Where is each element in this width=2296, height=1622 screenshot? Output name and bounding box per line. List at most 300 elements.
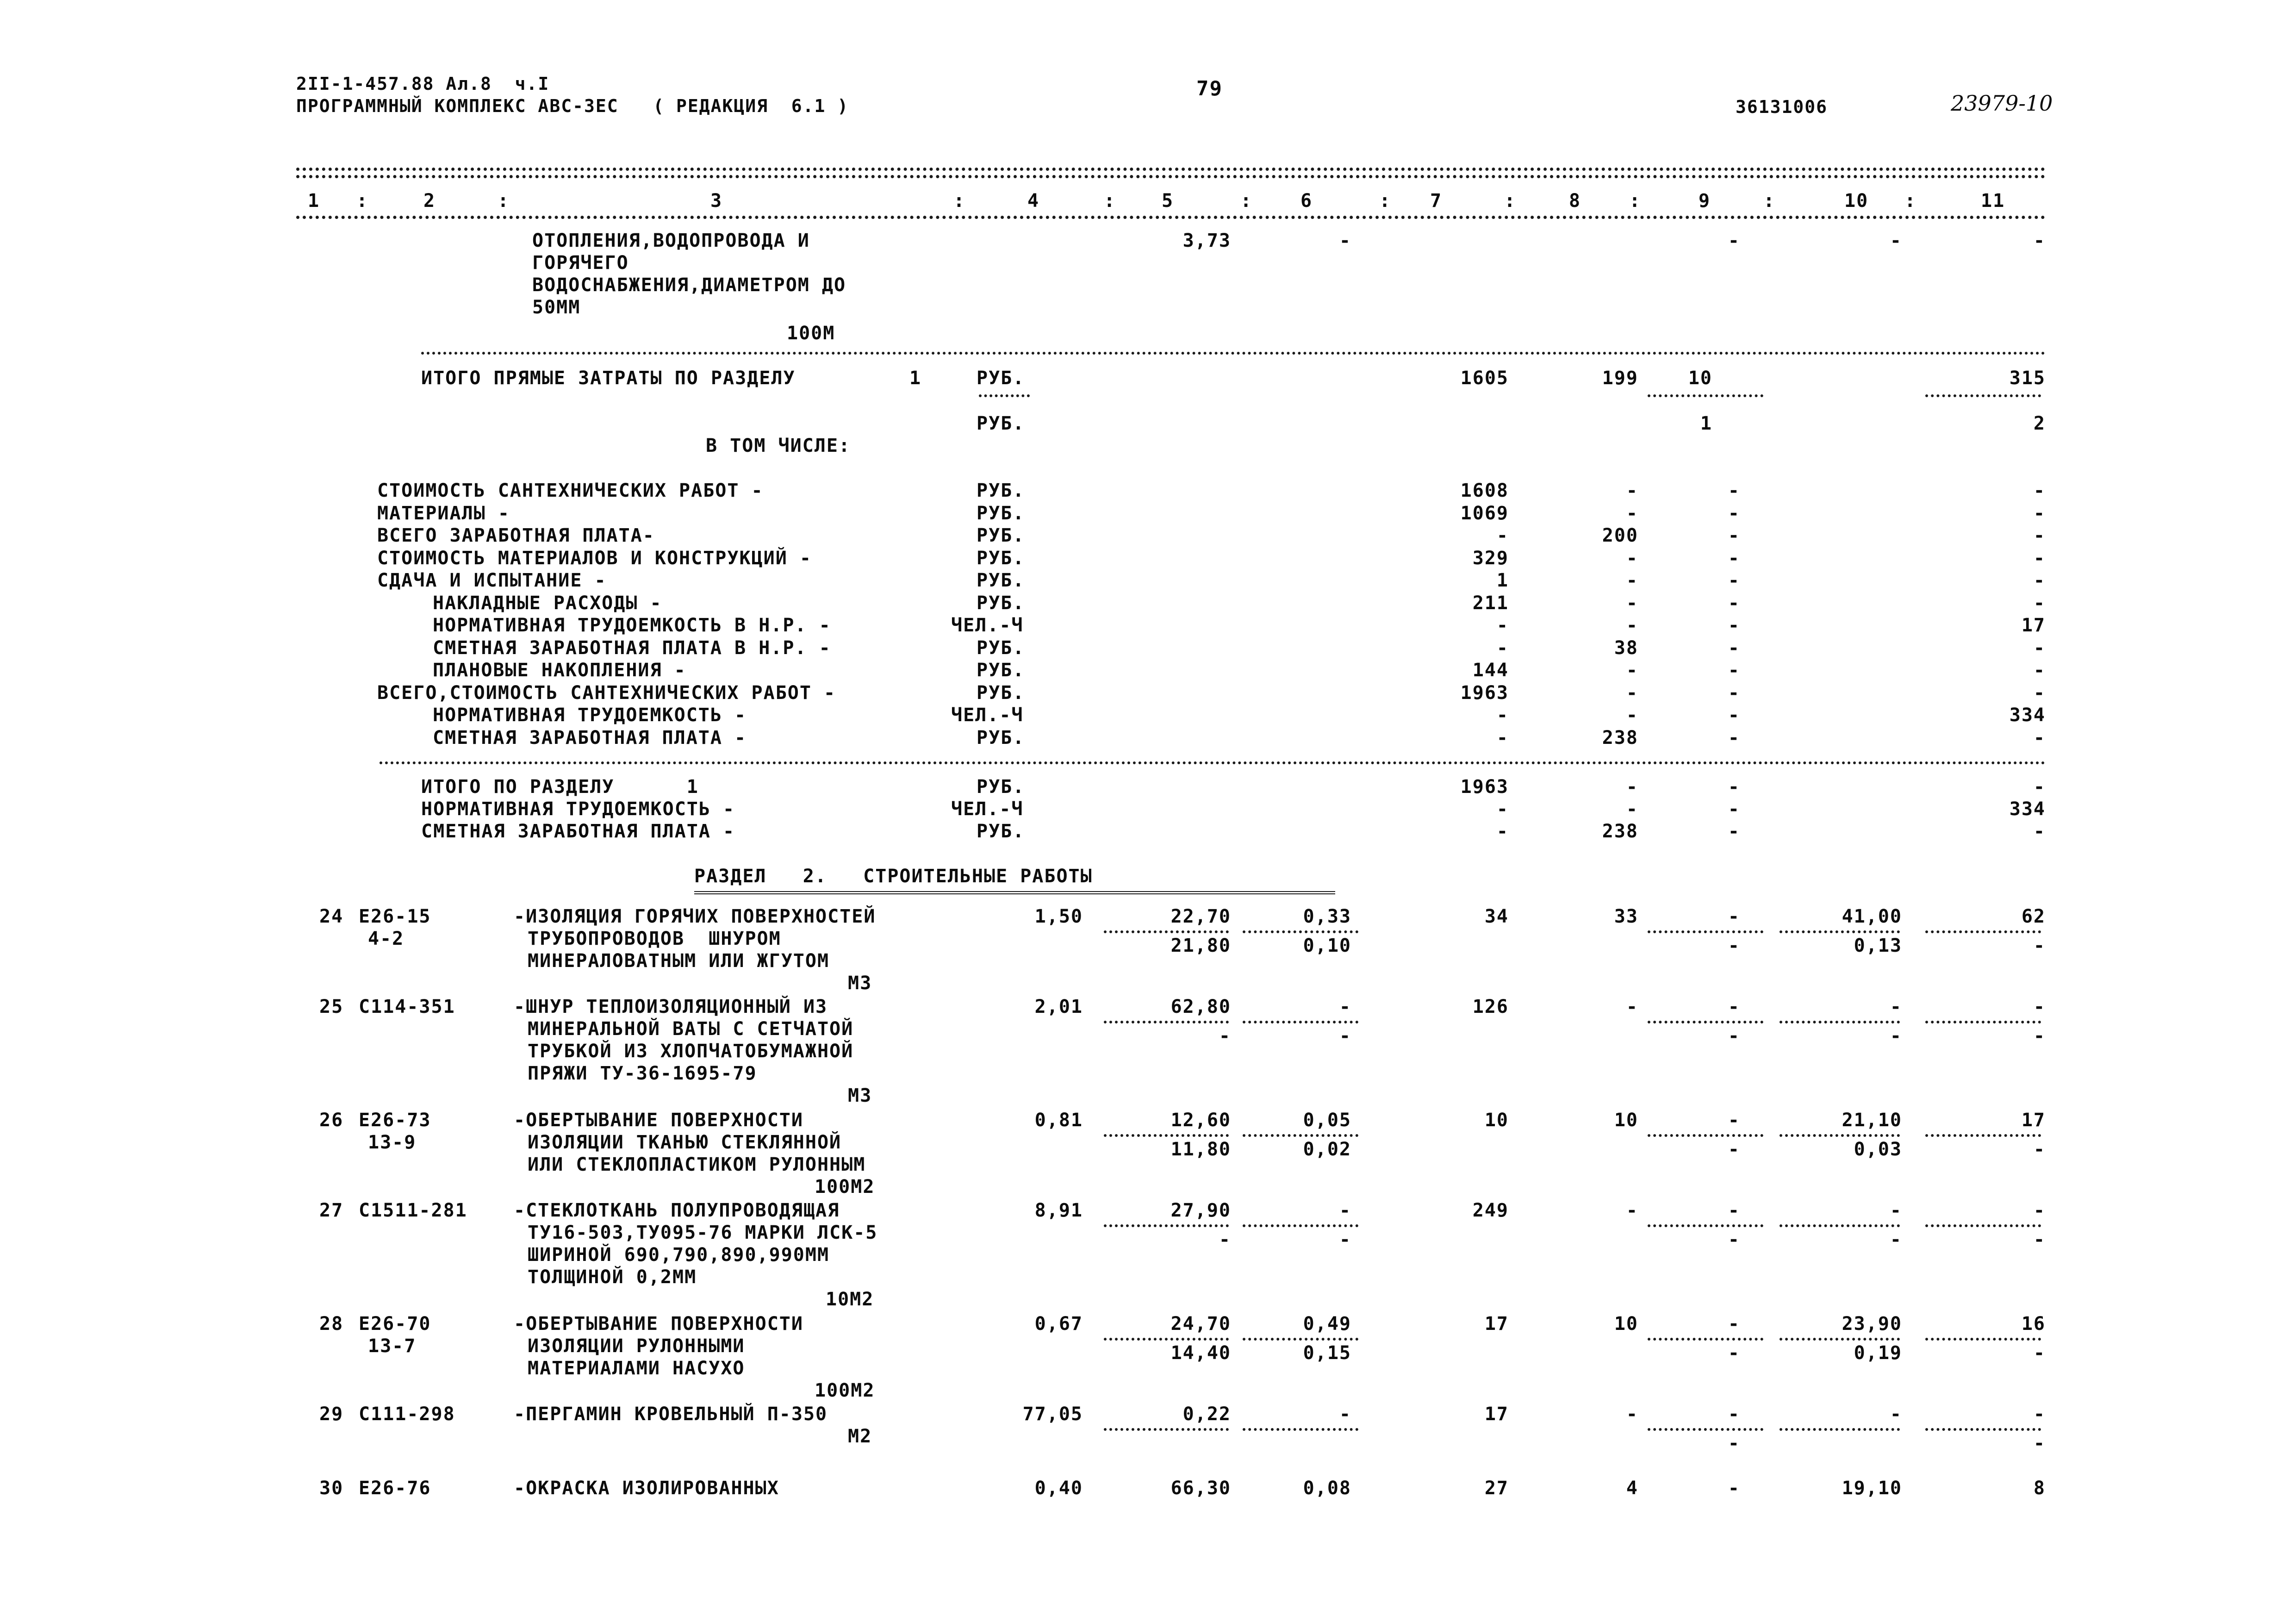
cell-c5-second: - xyxy=(1219,1229,1231,1250)
cell-c6-second: 0,15 xyxy=(1303,1342,1351,1364)
cell-col9: 1 xyxy=(1700,413,1712,434)
section-total-unit: РУБ. xyxy=(977,776,1025,798)
page-number: 79 xyxy=(1196,77,1223,100)
cell-col9: - xyxy=(1728,525,1740,546)
totals-unit: РУБ. xyxy=(977,368,1025,389)
item-number: 26 xyxy=(319,1110,344,1131)
cell-col8: - xyxy=(1626,776,1638,798)
cell-col9: - xyxy=(1728,821,1740,842)
cell-col9: - xyxy=(1728,592,1740,614)
cell-col8: - xyxy=(1626,799,1638,820)
cell-c10-second: 0,03 xyxy=(1854,1139,1902,1160)
totals-unit-2: РУБ. xyxy=(977,413,1025,434)
breakdown-label: СМЕТНАЯ ЗАРАБОТНАЯ ПЛАТА - xyxy=(433,727,747,749)
cell-c10: 21,10 xyxy=(1842,1110,1902,1131)
item-description-line: ИЛИ СТЕКЛОПЛАСТИКОМ РУЛОННЫМ xyxy=(528,1154,866,1175)
item-description-line: ВОДОСНАБЖЕНИЯ,ДИАМЕТРОМ ДО xyxy=(532,274,846,296)
cell-col8: - xyxy=(1626,682,1638,704)
doc-number: 36131006 xyxy=(1736,97,1828,117)
cell-col11: - xyxy=(2033,727,2046,749)
cell-col9: - xyxy=(1728,727,1740,749)
cell-col7: 1605 xyxy=(1460,368,1509,389)
cell-col7: 211 xyxy=(1472,592,1509,614)
cell-c10: 41,00 xyxy=(1842,906,1902,927)
item-description-line: -ОБЕРТЫВАНИЕ ПОВЕРХНОСТИ xyxy=(514,1110,803,1131)
item-code-2: 13-9 xyxy=(368,1132,417,1153)
cell-col7: - xyxy=(1496,799,1509,820)
column-separator: : xyxy=(1104,190,1116,212)
cell-c9-second: - xyxy=(1728,1342,1740,1364)
cell-c4: 77,05 xyxy=(1022,1404,1083,1425)
item-code: С1511-281 xyxy=(359,1200,467,1221)
col11-underline xyxy=(1925,394,2041,397)
doc-code: 2II-1-457.88 Ал.8 ч.I xyxy=(296,74,550,94)
cell-c10: - xyxy=(1890,1200,1902,1221)
value-underline xyxy=(1780,1021,1900,1023)
unit-underline xyxy=(979,394,1030,397)
value-underline xyxy=(1243,930,1358,933)
item-description-line: -ОКРАСКА ИЗОЛИРОВАННЫХ xyxy=(514,1478,779,1499)
cell-col9: - xyxy=(1728,615,1740,636)
breakdown-unit: РУБ. xyxy=(977,547,1025,569)
cell-col8: - xyxy=(1626,547,1638,569)
cell-col11: - xyxy=(2033,821,2046,842)
cell-c9: - xyxy=(1728,1404,1740,1425)
value-underline xyxy=(1104,1338,1229,1341)
cell-c7: 27 xyxy=(1484,1478,1509,1499)
cell-col9: - xyxy=(1728,705,1740,726)
item-number: 25 xyxy=(319,996,344,1017)
column-number: 11 xyxy=(1981,190,2005,212)
cell-c10: - xyxy=(1890,1404,1902,1425)
cell-c4: 1,50 xyxy=(1034,906,1083,927)
cell-col8: 238 xyxy=(1602,821,1638,842)
cell-c9-second: - xyxy=(1728,935,1740,956)
breakdown-unit: РУБ. xyxy=(977,570,1025,591)
cell-c6-second: 0,02 xyxy=(1303,1139,1351,1160)
cell-col11: - xyxy=(2033,525,2046,546)
cell-col8: - xyxy=(1626,570,1638,591)
cell-col11: 17 xyxy=(2021,615,2046,636)
column-number: 2 xyxy=(423,190,436,212)
cell-col11: - xyxy=(2033,660,2046,681)
cell-col6: - xyxy=(1339,230,1351,251)
cell-c5-second: - xyxy=(1219,1025,1231,1047)
item-description-line: МИНЕРАЛЬНОЙ ВАТЫ С СЕТЧАТОЙ xyxy=(528,1018,854,1040)
value-underline xyxy=(1925,1021,2041,1023)
cell-c11-second: - xyxy=(2033,1025,2046,1047)
breakdown-rule xyxy=(380,761,2046,764)
cell-col11: 2 xyxy=(2033,413,2046,434)
cell-col8: - xyxy=(1626,660,1638,681)
cell-col7: 144 xyxy=(1472,660,1509,681)
item-description-line: ТОЛЩИНОЙ 0,2ММ xyxy=(528,1266,697,1288)
column-separator: : xyxy=(356,190,369,212)
breakdown-label: НОРМАТИВНАЯ ТРУДОЕМКОСТЬ - xyxy=(433,705,747,726)
column-number: 4 xyxy=(1027,190,1040,212)
value-underline xyxy=(1243,1338,1358,1341)
cell-c6-second: - xyxy=(1339,1025,1351,1047)
cell-col8: 200 xyxy=(1602,525,1638,546)
cell-c8: 33 xyxy=(1614,906,1638,927)
top-rule xyxy=(296,168,2046,171)
item-description-line: -ПЕРГАМИН КРОВЕЛЬНЫЙ П-350 xyxy=(514,1404,828,1425)
cell-c8: 10 xyxy=(1614,1313,1638,1335)
column-number: 7 xyxy=(1430,190,1443,212)
cell-col11: - xyxy=(2033,776,2046,798)
cell-c9-second: - xyxy=(1728,1025,1740,1047)
item-description-line: ТУ16-503,ТУ095-76 МАРКИ ЛСК-5 xyxy=(528,1222,878,1243)
column-separator: : xyxy=(498,190,510,212)
value-underline xyxy=(1780,1338,1900,1341)
cell-c4: 8,91 xyxy=(1034,1200,1083,1221)
cell-c10: 19,10 xyxy=(1842,1478,1902,1499)
value-underline xyxy=(1104,1021,1229,1023)
item-unit: М3 xyxy=(848,973,872,994)
cell-col7: 1963 xyxy=(1460,776,1509,798)
item-number: 30 xyxy=(319,1478,344,1499)
cell-col7: - xyxy=(1496,637,1509,659)
breakdown-unit: РУБ. xyxy=(977,682,1025,704)
value-underline xyxy=(1243,1021,1358,1023)
cell-c11: - xyxy=(2033,996,2046,1017)
item-description-line: ШИРИНОЙ 690,790,890,990ММ xyxy=(528,1244,830,1266)
totals-label: ИТОГО ПРЯМЫЕ ЗАТРАТЫ ПО РАЗДЕЛУ xyxy=(421,368,796,389)
cell-col11: - xyxy=(2033,547,2046,569)
value-underline xyxy=(1925,1224,2041,1227)
cell-c6-second: - xyxy=(1339,1229,1351,1250)
cell-c8: - xyxy=(1626,1200,1638,1221)
cell-col8: - xyxy=(1626,592,1638,614)
column-number: 10 xyxy=(1844,190,1869,212)
breakdown-label: СМЕТНАЯ ЗАРАБОТНАЯ ПЛАТА В Н.Р. - xyxy=(433,637,831,659)
value-underline xyxy=(1925,1338,2041,1341)
breakdown-label: ВСЕГО,СТОИМОСТЬ САНТЕХНИЧЕСКИХ РАБОТ - xyxy=(377,682,836,704)
cell-c7: 34 xyxy=(1484,906,1509,927)
value-underline xyxy=(1104,1224,1229,1227)
column-number: 1 xyxy=(308,190,320,212)
cell-col9: - xyxy=(1728,230,1740,251)
value-underline xyxy=(1780,1428,1900,1431)
cell-col10: - xyxy=(1890,230,1902,251)
cell-c4: 2,01 xyxy=(1034,996,1083,1017)
cell-col11: - xyxy=(2033,502,2046,524)
cell-col7: 329 xyxy=(1472,547,1509,569)
cell-c6: 0,08 xyxy=(1303,1478,1351,1499)
cell-col11: - xyxy=(2033,230,2046,251)
top-rule-2 xyxy=(296,175,2046,178)
value-underline xyxy=(1925,930,2041,933)
value-underline xyxy=(1104,1134,1229,1137)
value-underline xyxy=(1780,1134,1900,1137)
cell-c5: 27,90 xyxy=(1170,1200,1231,1221)
breakdown-unit: ЧЕЛ.-Ч xyxy=(951,705,1024,726)
item-description-line: ПРЯЖИ ТУ-36-1695-79 xyxy=(528,1063,757,1084)
column-number: 3 xyxy=(710,190,723,212)
cell-col8: 238 xyxy=(1602,727,1638,749)
section-2-underline xyxy=(694,891,1335,897)
breakdown-label: СДАЧА И ИСПЫТАНИЕ - xyxy=(377,570,607,591)
item-number: 24 xyxy=(319,906,344,927)
cell-col8: - xyxy=(1626,502,1638,524)
cell-c7: 17 xyxy=(1484,1404,1509,1425)
value-underline xyxy=(1243,1428,1358,1431)
item-code-2: 13-7 xyxy=(368,1335,417,1357)
cell-c5: 24,70 xyxy=(1170,1313,1231,1335)
cell-c10: - xyxy=(1890,996,1902,1017)
column-separator: : xyxy=(1629,190,1642,212)
cell-col11: - xyxy=(2033,637,2046,659)
breakdown-unit: РУБ. xyxy=(977,525,1025,546)
cell-c9-second: - xyxy=(1728,1139,1740,1160)
item-description-line: МИНЕРАЛОВАТНЫМ ИЛИ ЖГУТОМ xyxy=(528,950,830,972)
cell-c10-second: 0,13 xyxy=(1854,935,1902,956)
column-separator: : xyxy=(953,190,966,212)
value-underline xyxy=(1104,1428,1229,1431)
cell-c8: 10 xyxy=(1614,1110,1638,1131)
value-underline xyxy=(1648,930,1763,933)
cell-c11-second: - xyxy=(2033,935,2046,956)
value-underline xyxy=(1648,1224,1763,1227)
column-number: 9 xyxy=(1699,190,1711,212)
cell-col9: - xyxy=(1728,502,1740,524)
breakdown-unit: РУБ. xyxy=(977,502,1025,524)
cell-col9: - xyxy=(1728,570,1740,591)
cell-c11-second: - xyxy=(2033,1342,2046,1364)
item-number: 27 xyxy=(319,1200,344,1221)
cell-c5-second: 11,80 xyxy=(1170,1139,1231,1160)
cell-c8: - xyxy=(1626,1404,1638,1425)
cell-c7: 17 xyxy=(1484,1313,1509,1335)
cell-c9: - xyxy=(1728,1110,1740,1131)
cell-col8: - xyxy=(1626,615,1638,636)
cell-c10-second: - xyxy=(1890,1025,1902,1047)
cell-col9: - xyxy=(1728,776,1740,798)
cell-c5: 66,30 xyxy=(1170,1478,1231,1499)
breakdown-label: СТОИМОСТЬ САНТЕХНИЧЕСКИХ РАБОТ - xyxy=(377,480,764,501)
cell-c7: 10 xyxy=(1484,1110,1509,1131)
cell-c5-second: 21,80 xyxy=(1170,935,1231,956)
including-label: В ТОМ ЧИСЛЕ: xyxy=(706,435,851,456)
cell-c11: - xyxy=(2033,1200,2046,1221)
cell-col7: - xyxy=(1496,705,1509,726)
value-underline xyxy=(1925,1134,2041,1137)
cell-col7: - xyxy=(1496,615,1509,636)
item-description-line: ГОРЯЧЕГО xyxy=(532,252,629,274)
totals-rule xyxy=(421,352,2046,355)
cell-c9-second: - xyxy=(1728,1433,1740,1454)
breakdown-unit: РУБ. xyxy=(977,660,1025,681)
breakdown-unit: РУБ. xyxy=(977,480,1025,501)
breakdown-label: ПЛАНОВЫЕ НАКОПЛЕНИЯ - xyxy=(433,660,686,681)
cell-c11: - xyxy=(2033,1404,2046,1425)
cell-c11-second: - xyxy=(2033,1229,2046,1250)
breakdown-label: СТОИМОСТЬ МАТЕРИАЛОВ И КОНСТРУКЦИЙ - xyxy=(377,547,812,569)
item-description-line: -ШНУР ТЕПЛОИЗОЛЯЦИОННЫЙ ИЗ xyxy=(514,996,828,1017)
value-underline xyxy=(1243,1224,1358,1227)
cell-col7: 1069 xyxy=(1460,502,1509,524)
header-bottom-rule xyxy=(296,216,2046,219)
item-code: Е26-76 xyxy=(359,1478,431,1499)
cell-col7: 1963 xyxy=(1460,682,1509,704)
item-description-line: -ОБЕРТЫВАНИЕ ПОВЕРХНОСТИ xyxy=(514,1313,803,1335)
cell-col11: 334 xyxy=(2009,705,2046,726)
cell-c11: 16 xyxy=(2021,1313,2046,1335)
item-description-line: ИЗОЛЯЦИИ РУЛОННЫМИ xyxy=(528,1335,745,1357)
value-underline xyxy=(1104,930,1229,933)
breakdown-label: НАКЛАДНЫЕ РАСХОДЫ - xyxy=(433,592,662,614)
cell-col8: 38 xyxy=(1614,637,1638,659)
cell-col8: 199 xyxy=(1602,368,1638,389)
item-description-line: -СТЕКЛОТКАНЬ ПОЛУПРОВОДЯЩАЯ xyxy=(514,1200,840,1221)
item-code: Е26-73 xyxy=(359,1110,431,1131)
cell-col9: - xyxy=(1728,682,1740,704)
cell-c9: - xyxy=(1728,906,1740,927)
cell-c4: 0,81 xyxy=(1034,1110,1083,1131)
value-underline xyxy=(1648,1134,1763,1137)
cell-c9: - xyxy=(1728,996,1740,1017)
breakdown-unit: ЧЕЛ.-Ч xyxy=(951,615,1024,636)
cell-col7: - xyxy=(1496,821,1509,842)
cell-col11: - xyxy=(2033,682,2046,704)
cell-c6: - xyxy=(1339,1200,1351,1221)
cell-col7: - xyxy=(1496,727,1509,749)
column-number: 5 xyxy=(1162,190,1174,212)
item-unit: 100М2 xyxy=(815,1176,875,1198)
value-underline xyxy=(1648,1428,1763,1431)
cell-c5: 22,70 xyxy=(1170,906,1231,927)
cell-c11-second: - xyxy=(2033,1433,2046,1454)
value-underline xyxy=(1925,1428,2041,1431)
section-total-unit: ЧЕЛ.-Ч xyxy=(951,799,1024,820)
item-number: 29 xyxy=(319,1404,344,1425)
cell-c9: - xyxy=(1728,1478,1740,1499)
cell-c4: 0,67 xyxy=(1034,1313,1083,1335)
cell-c9-second: - xyxy=(1728,1229,1740,1250)
cell-c6: - xyxy=(1339,1404,1351,1425)
column-separator: : xyxy=(1904,190,1917,212)
cell-col11: 315 xyxy=(2009,368,2046,389)
value-underline xyxy=(1648,1338,1763,1341)
cell-c8: - xyxy=(1626,996,1638,1017)
column-number: 6 xyxy=(1300,190,1313,212)
cell-col9: - xyxy=(1728,480,1740,501)
cell-c5-second: 14,40 xyxy=(1170,1342,1231,1364)
cell-c5: 62,80 xyxy=(1170,996,1231,1017)
cell-c11-second: - xyxy=(2033,1139,2046,1160)
value-underline xyxy=(1243,1134,1358,1137)
cell-col11: - xyxy=(2033,480,2046,501)
totals-section: 1 xyxy=(909,368,922,389)
cell-col7: - xyxy=(1496,525,1509,546)
section-total-unit: РУБ. xyxy=(977,821,1025,842)
column-number: 8 xyxy=(1569,190,1581,212)
cell-c11: 17 xyxy=(2021,1110,2046,1131)
program-title: ПРОГРАММНЫЙ КОМПЛЕКС АВС-3ЕС ( РЕДАКЦИЯ 6.1 ) xyxy=(296,96,849,116)
value-underline xyxy=(1780,1224,1900,1227)
cell-c9: - xyxy=(1728,1200,1740,1221)
cell-c8: 4 xyxy=(1626,1478,1638,1499)
cell-col9: - xyxy=(1728,799,1740,820)
column-separator: : xyxy=(1504,190,1517,212)
item-description-line: МАТЕРИАЛАМИ НАСУХО xyxy=(528,1358,745,1379)
column-separator: : xyxy=(1379,190,1392,212)
cell-col9: - xyxy=(1728,660,1740,681)
cell-c7: 126 xyxy=(1472,996,1509,1017)
cell-c11: 62 xyxy=(2021,906,2046,927)
cell-col5: 3,73 xyxy=(1182,230,1231,251)
item-code: Е26-15 xyxy=(359,906,431,927)
cell-col9: - xyxy=(1728,637,1740,659)
column-separator: : xyxy=(1240,190,1253,212)
breakdown-unit: РУБ. xyxy=(977,727,1025,749)
item-code: С111-298 xyxy=(359,1404,455,1425)
item-code: Е26-70 xyxy=(359,1313,431,1335)
item-unit: 100М xyxy=(787,323,835,344)
cell-col11: - xyxy=(2033,592,2046,614)
cell-col7: 1 xyxy=(1496,570,1509,591)
cell-c10: 23,90 xyxy=(1842,1313,1902,1335)
item-description-line: -ИЗОЛЯЦИЯ ГОРЯЧИХ ПОВЕРХНОСТЕЙ xyxy=(514,906,876,927)
cell-c6: 0,49 xyxy=(1303,1313,1351,1335)
breakdown-label: ВСЕГО ЗАРАБОТНАЯ ПЛАТА- xyxy=(377,525,655,546)
section-total-label: НОРМАТИВНАЯ ТРУДОЕМКОСТЬ - xyxy=(421,799,735,820)
item-unit: 10М2 xyxy=(826,1289,874,1310)
item-description-line: 50ММ xyxy=(532,297,581,318)
cell-col8: - xyxy=(1626,705,1638,726)
section-total-label: СМЕТНАЯ ЗАРАБОТНАЯ ПЛАТА - xyxy=(421,821,735,842)
cell-c6-second: 0,10 xyxy=(1303,935,1351,956)
cell-c11: 8 xyxy=(2033,1478,2046,1499)
item-number: 28 xyxy=(319,1313,344,1335)
breakdown-unit: РУБ. xyxy=(977,637,1025,659)
cell-c10-second: - xyxy=(1890,1229,1902,1250)
cell-c9: - xyxy=(1728,1313,1740,1335)
item-unit: М3 xyxy=(848,1085,872,1106)
cell-col11: - xyxy=(2033,570,2046,591)
item-description-line: ТРУБКОЙ ИЗ ХЛОПЧАТОБУМАЖНОЙ xyxy=(528,1041,854,1062)
cell-col9: 10 xyxy=(1688,368,1712,389)
col9-underline xyxy=(1648,394,1763,397)
breakdown-unit: РУБ. xyxy=(977,592,1025,614)
cell-c5: 0,22 xyxy=(1182,1404,1231,1425)
item-description-line: ИЗОЛЯЦИИ ТКАНЬЮ СТЕКЛЯННОЙ xyxy=(528,1132,842,1153)
cell-c7: 249 xyxy=(1472,1200,1509,1221)
item-description-line: ОТОПЛЕНИЯ,ВОДОПРОВОДА И xyxy=(532,230,810,251)
handwritten-number: 23979-10 xyxy=(1951,91,2053,116)
section-2-title: РАЗДЕЛ 2. СТРОИТЕЛЬНЫЕ РАБОТЫ xyxy=(694,866,1093,887)
cell-c6: 0,05 xyxy=(1303,1110,1351,1131)
cell-col7: 1608 xyxy=(1460,480,1509,501)
cell-col11: 334 xyxy=(2009,799,2046,820)
section-total-label: ИТОГО ПО РАЗДЕЛУ 1 xyxy=(421,776,699,798)
cell-c5: 12,60 xyxy=(1170,1110,1231,1131)
breakdown-label: МАТЕРИАЛЫ - xyxy=(377,502,510,524)
item-description-line: ТРУБОПРОВОДОВ ШНУРОМ xyxy=(528,928,781,949)
cell-col9: - xyxy=(1728,547,1740,569)
item-code-2: 4-2 xyxy=(368,928,404,949)
value-underline xyxy=(1648,1021,1763,1023)
value-underline xyxy=(1780,930,1900,933)
column-separator: : xyxy=(1763,190,1776,212)
cell-col8: - xyxy=(1626,480,1638,501)
item-unit: 100М2 xyxy=(815,1380,875,1401)
cell-c4: 0,40 xyxy=(1034,1478,1083,1499)
item-code: С114-351 xyxy=(359,996,455,1017)
breakdown-label: НОРМАТИВНАЯ ТРУДОЕМКОСТЬ В Н.Р. - xyxy=(433,615,831,636)
cell-c10-second: 0,19 xyxy=(1854,1342,1902,1364)
item-unit: М2 xyxy=(848,1426,872,1447)
